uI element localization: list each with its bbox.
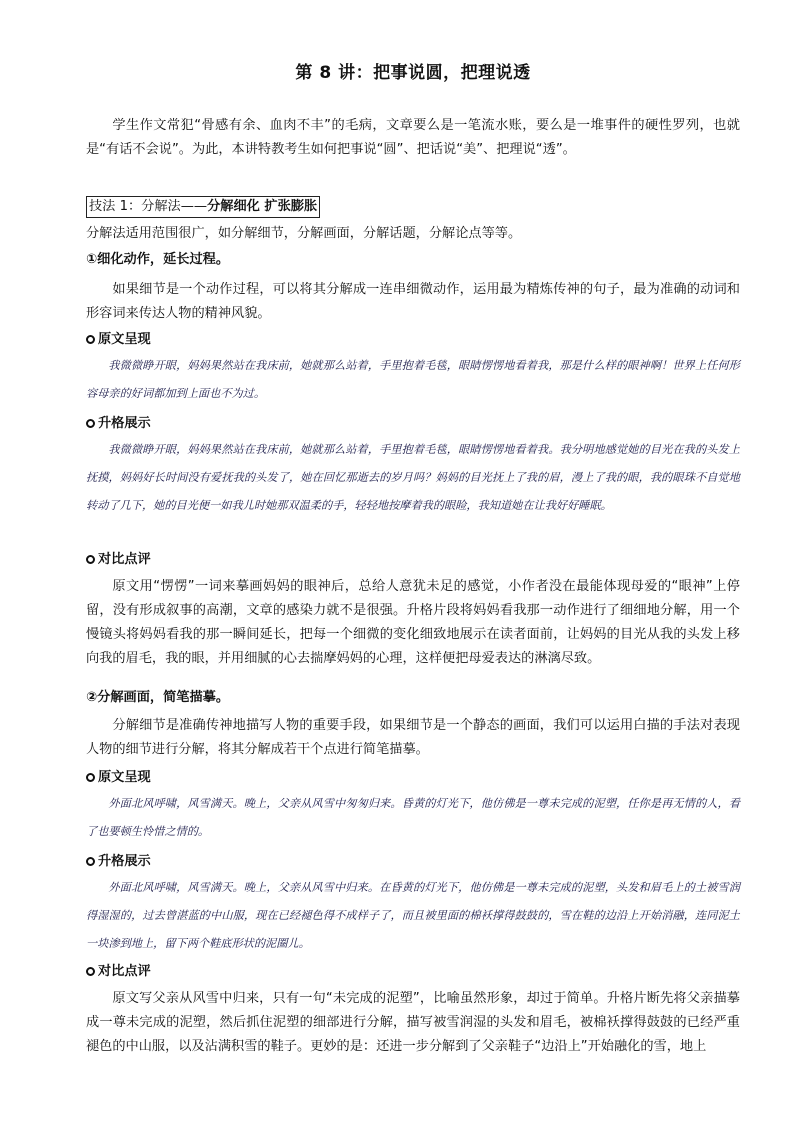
point1-comparison-text: 原文用“愣愣”一词来摹画妈妈的眼神后，总给人意犹未足的感觉，小作者没在最能体现母爱的“眼神”上停留，没有形成叙事的高潮，文章的感染力就不是很强。升格片段将妈妈看我那一动作进行了细细地分解，用一个慢镜头将妈妈看我的那一瞬间延长，把每一个细微的变化细致地展示在读者面前，让妈妈的目光从我的头发上移向我的眉毛，我的眼，并用细腻的心去揣摩妈妈的心理，这样便把母爱表达的淋漓尽致。 bbox=[86, 579, 740, 666]
circle-bullet-icon bbox=[86, 857, 95, 866]
point2-description: 分解细节是准确传神地描写人物的重要手段，如果细节是一个静态的画面，我们可以运用白描的手法对表现人物的细节进行分解，将其分解成若干个点进行简笔描摹。 bbox=[86, 718, 740, 757]
circle-bullet-icon bbox=[86, 967, 95, 976]
intro-paragraph: 学生作文常犯“骨感有余、血肉不丰”的毛病，文章要么是一笔流水账，要么是一堆事件的硬性罗列，也就是“有话不会说”。为此，本讲特教考生如何把事说“圆”、把话说“美”、把理说“透”。 bbox=[86, 118, 740, 157]
skill-heading bbox=[86, 196, 320, 218]
circle-bullet-icon bbox=[86, 335, 95, 344]
point1-description: 如果细节是一个动作过程，可以将其分解成一连串细微动作，运用最为精炼传神的句子，最为准确的动词和形容词来传达人物的精神风貌。 bbox=[86, 282, 740, 321]
point2-upgrade-label: 升格展示 bbox=[86, 852, 151, 872]
circle-bullet-icon bbox=[86, 419, 95, 428]
point2-heading: ②分解画面，简笔描摹。 bbox=[86, 690, 230, 705]
circle-bullet-icon bbox=[86, 555, 95, 564]
point1-original-label: 原文呈现 bbox=[86, 330, 151, 350]
point1-upgrade-label: 升格展示 bbox=[86, 414, 151, 434]
circle-bullet-icon bbox=[86, 773, 95, 782]
point2-upgrade-text: 外面北风呼啸，风雪满天。晚上，父亲从风雪中归来。在昏黄的灯光下，他仿佛是一尊未完成的泥塑，头发和眉毛上的土被雪润得湿湿的，过去曾湛蓝的中山服，现在已经褪色得不成样子了，而且被里面的棉袄撑得鼓鼓的，雪在鞋的边沿上开始消融，连同泥土一块渗到地上，留下两个鞋底形状的泥圈儿。 bbox=[86, 881, 740, 950]
point1-original-text: 我微微睁开眼，妈妈果然站在我床前，她就那么站着，手里抱着毛毯，眼睛愣愣地看着我，那是什么样的眼神啊！世界上任何形容母亲的好词都加到上面也不为过。 bbox=[86, 359, 740, 400]
page-title: 第 8 讲：把事说圆，把理说透 bbox=[295, 63, 531, 83]
point2-comparison-text: 原文写父亲从风雪中归来，只有一句“未完成的泥塑”，比喻虽然形象，却过于简单。升格片断先将父亲描摹成一尊未完成的泥塑，然后抓住泥塑的细部进行分解，描写被雪润湿的头发和眉毛，被棉袄撑得鼓鼓的已经严重褪色的中山服，以及沾满积雪的鞋子。更妙的是：还进一步分解到了父亲鞋子“边沿上”开始融化的雪，地上 bbox=[86, 991, 740, 1054]
skill-emphasis: 分解细化 扩张膨胀 bbox=[207, 199, 318, 214]
point2-comparison-label: 对比点评 bbox=[86, 962, 151, 982]
point1-upgrade-text: 我微微睁开眼，妈妈果然站在我床前，她就那么站着，手里抱着毛毯，眼睛愣愣地看着我。我分明地感觉她的目光在我的头发上抚摸，妈妈好长时间没有爱抚我的头发了，她在回忆那逝去的岁月吗？妈妈的目光抚上了我的眉，漫上了我的眼，我的眼珠不自觉地转动了几下，她的目光便一如我儿时她那双温柔的手，轻轻地按摩着我的眼睑，我知道她在让我好好睡眠。 bbox=[86, 443, 740, 512]
skill-description: 分解法适用范围很广，如分解细节，分解画面，分解话题，分解论点等等。 bbox=[86, 226, 522, 241]
point2-original-text: 外面北风呼啸，风雪满天。晚上，父亲从风雪中匆匆归来。昏黄的灯光下，他仿佛是一尊未完成的泥塑，任你是再无情的人，看了也要顿生怜惜之情的。 bbox=[86, 797, 740, 838]
skill-prefix: 技法 1：分解法—— bbox=[89, 199, 208, 214]
point1-heading: ①细化动作，延长过程。 bbox=[86, 252, 230, 267]
point1-comparison-label: 对比点评 bbox=[86, 550, 151, 570]
point2-original-label: 原文呈现 bbox=[86, 768, 151, 788]
